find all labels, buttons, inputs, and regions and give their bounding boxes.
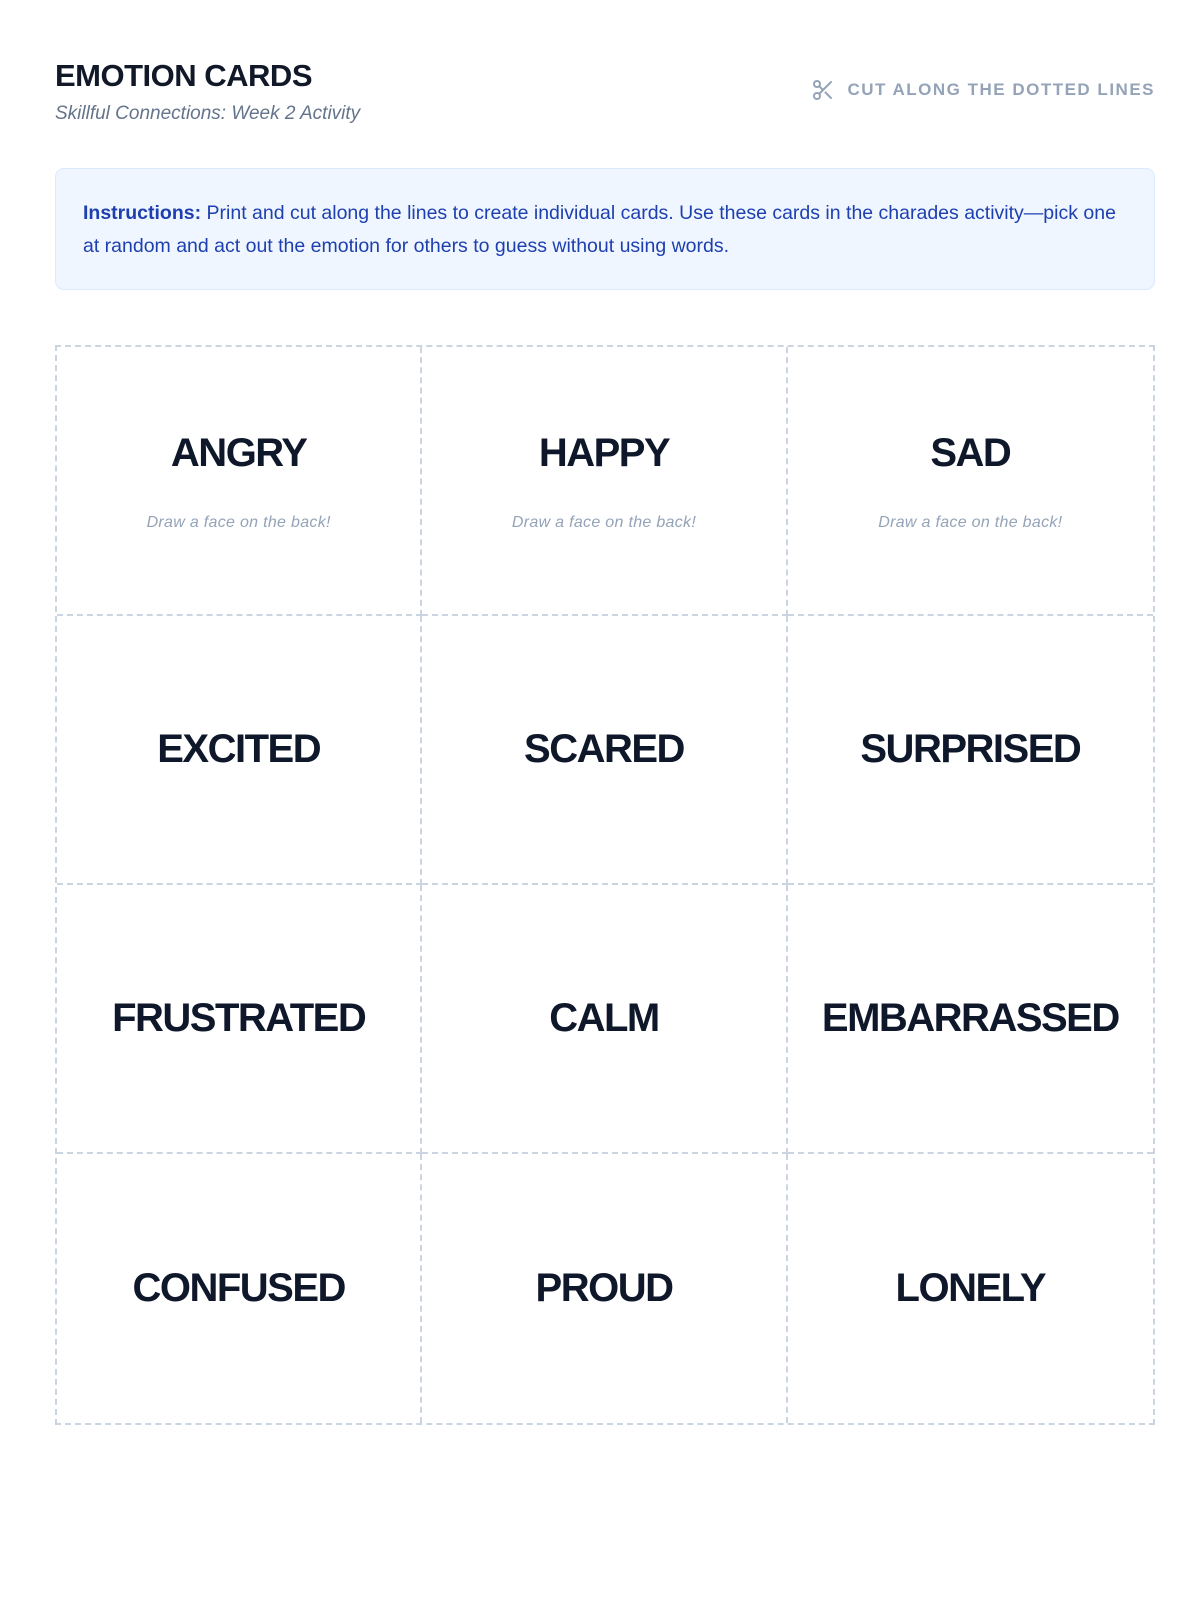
card-word: ANGRY (170, 431, 307, 475)
card-word: EMBARRASSED (821, 996, 1119, 1040)
emotion-card (422, 1154, 787, 1423)
emotion-card (422, 885, 787, 1154)
card-word: SCARED (524, 727, 684, 771)
card-word: CALM (549, 996, 659, 1040)
emotion-card (788, 347, 1153, 616)
card-word: PROUD (535, 1266, 673, 1310)
card-word: SURPRISED (860, 727, 1081, 771)
card-word: HAPPY (538, 431, 670, 475)
emotion-card (788, 1154, 1153, 1423)
card-word: FRUSTRATED (112, 996, 366, 1040)
instructions-box (55, 168, 1155, 290)
card-grid (55, 345, 1155, 1425)
emotion-card (57, 1154, 422, 1423)
instructions-label: Instructions: (83, 202, 202, 224)
emotion-card (57, 347, 422, 616)
cut-hint-text: CUT ALONG THE DOTTED LINES (847, 80, 1155, 99)
page-title: EMOTION CARDS (55, 58, 312, 93)
emotion-card (57, 616, 422, 885)
page-subtitle: Skillful Connections: Week 2 Activity (55, 103, 361, 124)
header (55, 0, 1155, 160)
cut-hint (811, 78, 1155, 102)
emotion-card (422, 347, 787, 616)
page (55, 0, 1155, 1310)
card-word: LONELY (895, 1266, 1046, 1310)
card-word: EXCITED (157, 727, 321, 771)
scissors-icon (811, 78, 835, 102)
emotion-card (788, 616, 1153, 885)
emotion-card (57, 885, 422, 1154)
emotion-card (788, 885, 1153, 1154)
instructions-text: Print and cut along the lines to create individual cards. Use these cards in the charades activity—pick one at random and act out the emotion for others to guess without using words. (83, 202, 1116, 257)
card-word: SAD (930, 431, 1011, 475)
card-note: Draw a face on the back! (146, 514, 331, 531)
card-note: Draw a face on the back! (511, 514, 697, 531)
emotion-card (422, 616, 787, 885)
card-word: CONFUSED (132, 1266, 345, 1310)
card-note: Draw a face on the back! (878, 514, 1063, 531)
